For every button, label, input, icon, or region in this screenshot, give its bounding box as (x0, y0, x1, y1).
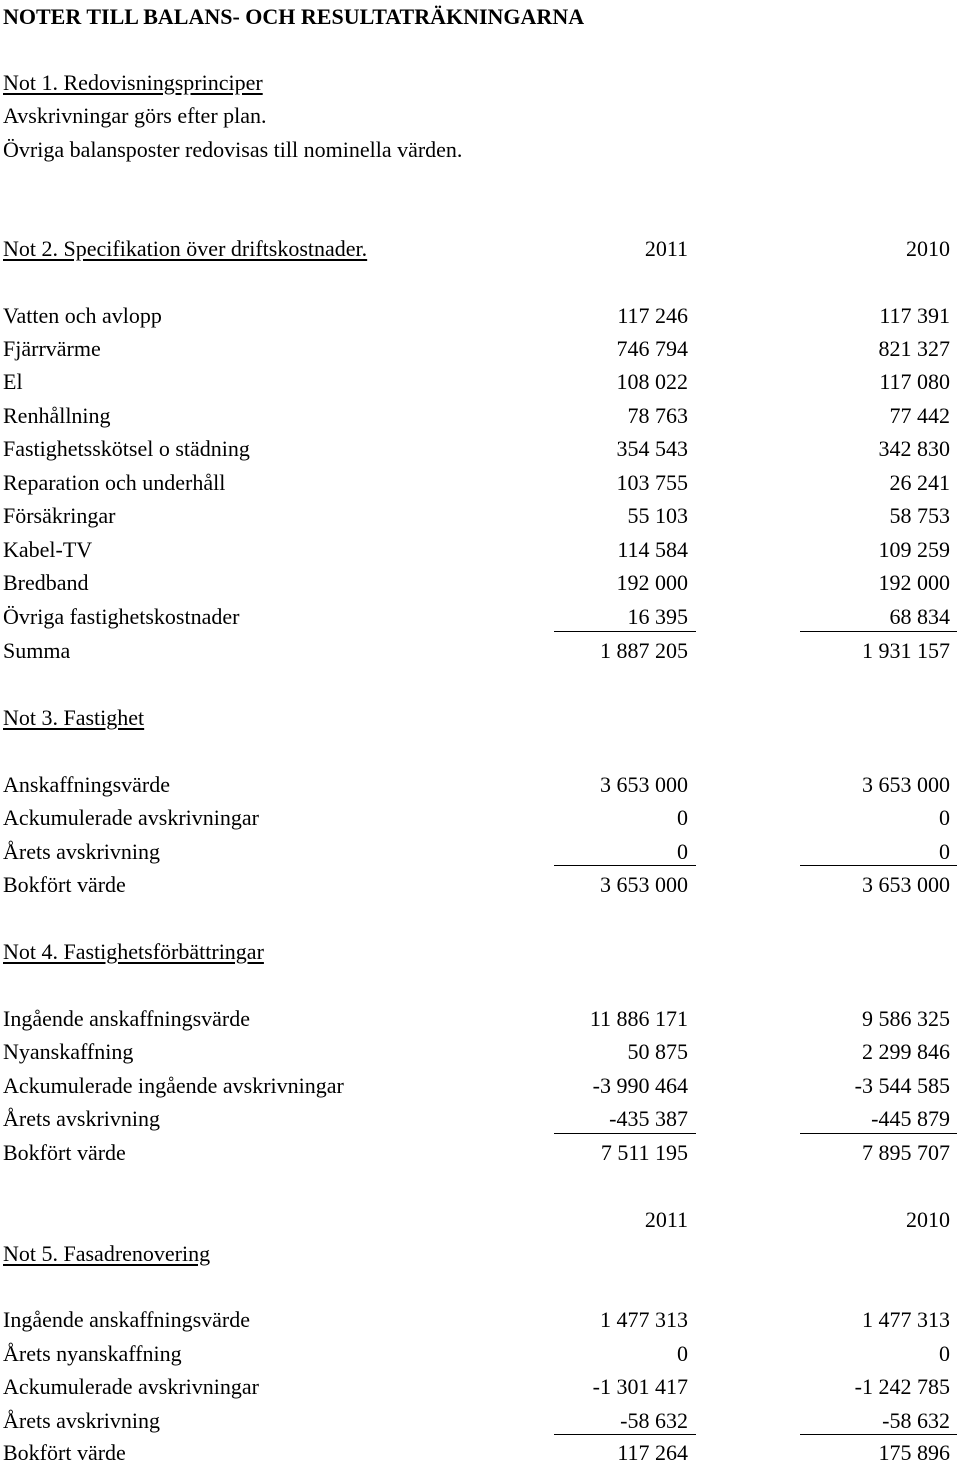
row-value-2010: 7 895 707 (862, 1140, 950, 1165)
row-label: Bredband (3, 570, 89, 595)
table-row (3, 399, 955, 433)
row-value-2010: 1 477 313 (862, 1307, 950, 1332)
table-row-total (3, 634, 955, 668)
not5-heading: Not 5. Fasadrenovering (3, 1241, 211, 1266)
row-value-2011: -3 990 464 (592, 1073, 688, 1098)
table-row (3, 332, 955, 366)
row-label: Årets avskrivning (3, 1106, 161, 1131)
table-row (3, 1303, 955, 1337)
row-value-2011: 0 (677, 1341, 688, 1366)
row-label: Ingående anskaffningsvärde (3, 1006, 250, 1031)
sum-rule-2011 (554, 865, 696, 866)
row-label: Anskaffningsvärde (3, 772, 170, 797)
table-row (3, 1069, 955, 1103)
sum-rule-2010 (800, 631, 957, 632)
row-label: Ingående anskaffningsvärde (3, 1307, 250, 1332)
row-label: Fastighetsskötsel o städning (3, 436, 250, 461)
row-label: Reparation och underhåll (3, 470, 226, 495)
row-value-2010: 2 299 846 (862, 1039, 950, 1064)
not5-year-2010: 2010 (906, 1207, 950, 1232)
row-value-2011: 354 543 (616, 436, 688, 461)
table-row-total (3, 1436, 955, 1470)
row-label: Fjärrvärme (3, 336, 101, 361)
table-row (3, 835, 955, 869)
row-value-2010: -3 544 585 (854, 1073, 950, 1098)
row-label: Ackumulerade avskrivningar (3, 1374, 259, 1399)
not2-year-2011: 2011 (644, 236, 688, 261)
row-value-2011: 1 477 313 (600, 1307, 688, 1332)
row-value-2011: 117 246 (617, 303, 688, 328)
table-row (3, 600, 955, 634)
row-value-2010: 342 830 (878, 436, 950, 461)
row-value-2011: 103 755 (616, 470, 688, 495)
table-row-total (3, 1136, 955, 1170)
table-row (3, 1102, 955, 1136)
row-label: Årets nyanskaffning (3, 1341, 182, 1366)
row-label: Renhållning (3, 403, 111, 428)
not1-line-2: Övriga balansposter redovisas till nominella värden. (3, 137, 463, 162)
row-value-2011: 0 (677, 805, 688, 830)
table-row (3, 1337, 955, 1371)
row-value-2011: 7 511 195 (600, 1140, 688, 1165)
table-row (3, 533, 955, 567)
row-value-2010: 3 653 000 (862, 872, 950, 897)
table-row (3, 299, 955, 333)
table-row (3, 1002, 955, 1036)
page-title: NOTER TILL BALANS- OCH RESULTATRÄKNINGARNA (3, 4, 585, 29)
table-row (3, 1370, 955, 1404)
sum-rule-2011 (554, 631, 696, 632)
table-row (3, 432, 955, 466)
row-value-2010: 117 080 (879, 369, 950, 394)
table-row (3, 365, 955, 399)
row-value-2011: 55 103 (627, 503, 688, 528)
row-value-2010: 821 327 (878, 336, 950, 361)
row-label: Försäkringar (3, 503, 116, 528)
table-row (3, 1035, 955, 1069)
row-label: Vatten och avlopp (3, 303, 162, 328)
row-value-2010: -1 242 785 (854, 1374, 950, 1399)
row-value-2011: -435 387 (609, 1106, 688, 1131)
row-label: El (3, 369, 23, 394)
row-value-2010: -58 632 (882, 1408, 950, 1433)
row-value-2010: 0 (939, 805, 950, 830)
row-value-2011: 1 887 205 (600, 638, 688, 663)
row-value-2010: 109 259 (878, 537, 950, 562)
sum-rule-2011 (554, 1434, 696, 1435)
row-label: Nyanskaffning (3, 1039, 134, 1064)
not1-line-1: Avskrivningar görs efter plan. (3, 103, 267, 128)
sum-rule-2010 (800, 865, 957, 866)
row-value-2010: 77 442 (889, 403, 950, 428)
sum-rule-2011 (554, 1133, 696, 1134)
row-value-2011: 50 875 (627, 1039, 688, 1064)
row-value-2011: 746 794 (616, 336, 688, 361)
row-value-2010: 192 000 (878, 570, 950, 595)
row-value-2011: 0 (677, 839, 688, 864)
row-value-2010: 26 241 (889, 470, 950, 495)
row-value-2011: 117 264 (617, 1440, 688, 1465)
not5-year-row (3, 1203, 955, 1237)
table-row (3, 768, 955, 802)
not2-year-2010: 2010 (906, 236, 950, 261)
row-value-2010: 68 834 (889, 604, 950, 629)
row-label: Kabel-TV (3, 537, 93, 562)
row-label: Årets avskrivning (3, 1408, 161, 1433)
row-label: Ackumulerade ingående avskrivningar (3, 1073, 344, 1098)
sum-rule-2010 (800, 1133, 957, 1134)
row-label: Bokfört värde (3, 872, 126, 897)
row-label: Ackumulerade avskrivningar (3, 805, 259, 830)
not2-header-row (3, 232, 955, 266)
row-label: Årets avskrivning (3, 839, 161, 864)
row-value-2010: 58 753 (889, 503, 950, 528)
row-value-2010: 1 931 157 (862, 638, 950, 663)
table-row (3, 1404, 955, 1438)
row-value-2011: -1 301 417 (592, 1374, 688, 1399)
not2-heading: Not 2. Specifikation över driftskostnader. (3, 236, 368, 261)
not5-year-2011: 2011 (644, 1207, 688, 1232)
row-label: Summa (3, 638, 71, 663)
table-row (3, 499, 955, 533)
row-label: Övriga fastighetskostnader (3, 604, 240, 629)
row-value-2011: 16 395 (627, 604, 688, 629)
row-value-2010: 0 (939, 839, 950, 864)
sum-rule-2010 (800, 1434, 957, 1435)
row-value-2011: 78 763 (627, 403, 688, 428)
row-value-2011: 11 886 171 (589, 1006, 688, 1031)
row-value-2010: 0 (939, 1341, 950, 1366)
row-value-2011: -58 632 (620, 1408, 688, 1433)
row-value-2011: 114 584 (617, 537, 688, 562)
row-value-2010: 175 896 (878, 1440, 950, 1465)
row-label: Bokfört värde (3, 1140, 126, 1165)
row-value-2010: 9 586 325 (862, 1006, 950, 1031)
not4-heading: Not 4. Fastighetsförbättringar (3, 939, 264, 964)
table-row (3, 566, 955, 600)
row-value-2010: 3 653 000 (862, 772, 950, 797)
not1-heading: Not 1. Redovisningsprinciper (3, 70, 263, 95)
row-label: Bokfört värde (3, 1440, 126, 1465)
row-value-2011: 192 000 (616, 570, 688, 595)
not3-heading: Not 3. Fastighet (3, 705, 145, 730)
row-value-2010: 117 391 (879, 303, 950, 328)
table-row (3, 466, 955, 500)
row-value-2011: 108 022 (616, 369, 688, 394)
row-value-2011: 3 653 000 (600, 772, 688, 797)
row-value-2011: 3 653 000 (600, 872, 688, 897)
table-row (3, 801, 955, 835)
row-value-2010: -445 879 (871, 1106, 950, 1131)
table-row-total (3, 868, 955, 902)
